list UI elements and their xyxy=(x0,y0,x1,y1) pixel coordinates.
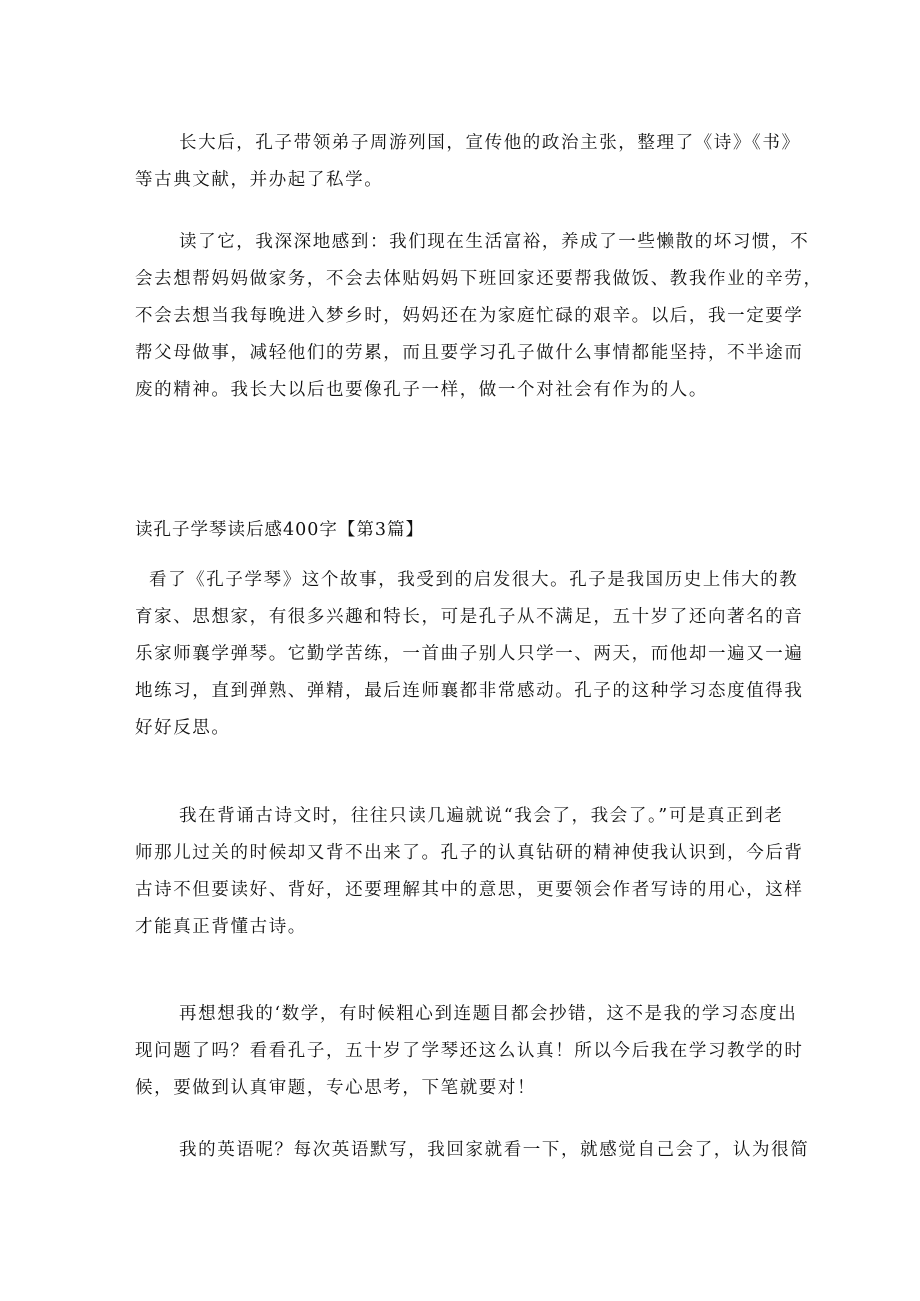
paragraph-2-line-1: 读了它，我深深地感到：我们现在生活富裕，养成了一些懒散的坏习惯，不 xyxy=(179,232,810,252)
paragraph-4-line-1: 我在背诵古诗文时，往往只读几遍就说“我会了，我会了。”可是真正到老 xyxy=(179,806,784,826)
paragraph-3-line-3: 乐家师襄学弹琴。它勤学苦练，一首曲子别人只学一、两天，而他却一遍又一遍 xyxy=(135,644,804,664)
paragraph-1-line-2: 等古典文献，并办起了私学。 xyxy=(135,170,384,190)
paragraph-5-line-1: 再想想我的‘数学，有时候粗心到连题目都会抄错，这不是我的学习态度出 xyxy=(179,1004,798,1024)
paragraph-4-line-2: 师那儿过关的时候却又背不出来了。孔子的认真钻研的精神使我认识到，今后背 xyxy=(135,843,804,863)
section-heading: 读孔子学琴读后感400字【第3篇】 xyxy=(135,520,425,540)
paragraph-4 xyxy=(135,798,804,946)
paragraph-3-line-5: 好好反思。 xyxy=(135,718,231,738)
paragraph-1 xyxy=(135,125,801,199)
paragraph-1-line-1: 长大后，孔子带领弟子周游列国，宣传他的政治主张，整理了《诗》《书》 xyxy=(179,133,801,153)
paragraph-2-line-4: 帮父母做事，减轻他们的劳累，而且要学习孔子做什么事情都能坚持，不半途而 xyxy=(135,343,804,363)
paragraph-2-line-2: 会去想帮妈妈做家务，不会去体贴妈妈下班回家还要帮我做饭、教我作业的辛劳， xyxy=(135,269,823,289)
paragraph-6-line-1: 我的英语呢？每次英语默写，我回家就看一下，就感觉自己会了，认为很简 xyxy=(179,1140,810,1160)
paragraph-5-line-3: 候，要做到认真审题，专心思考，下笔就要对！ xyxy=(135,1078,537,1098)
paragraph-5 xyxy=(135,996,804,1107)
paragraph-6 xyxy=(135,1132,810,1169)
paragraph-3-line-4: 地练习，直到弹熟、弹精，最后连师襄都非常感动。孔子的这种学习态度值得我 xyxy=(135,681,804,701)
paragraph-5-line-2: 现问题了吗？看看孔子，五十岁了学琴还这么认真！所以今后我在学习教学的时 xyxy=(135,1041,804,1061)
paragraph-4-line-4: 才能真正背懂古诗。 xyxy=(135,917,307,937)
paragraph-3-line-1: 看了《孔子学琴》这个故事，我受到的启发很大。孔子是我国历史上伟大的教 xyxy=(149,570,799,590)
paragraph-4-line-3: 古诗不但要读好、背好，还要理解其中的意思，更要领会作者写诗的用心，这样 xyxy=(135,880,804,900)
paragraph-3 xyxy=(135,562,804,747)
paragraph-3-line-2: 育家、思想家，有很多兴趣和特长，可是孔子从不满足，五十岁了还向著名的音 xyxy=(135,607,804,627)
paragraph-2 xyxy=(135,224,823,409)
paragraph-2-line-5: 废的精神。我长大以后也要像孔子一样，做一个对社会有作为的人。 xyxy=(135,380,708,400)
paragraph-2-line-3: 不会去想当我每晚进入梦乡时，妈妈还在为家庭忙碌的艰辛。以后，我一定要学 xyxy=(135,306,804,326)
